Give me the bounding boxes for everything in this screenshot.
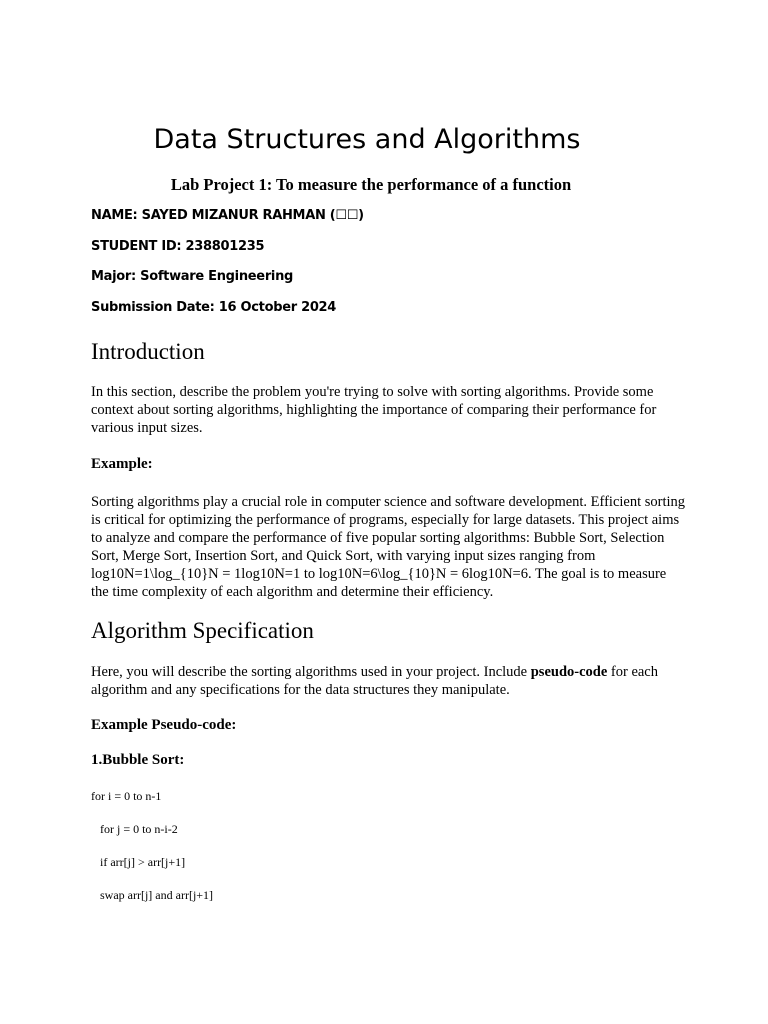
example-pseudo-code-heading: Example Pseudo-code: <box>91 717 237 733</box>
example-paragraph: Sorting algorithms play a crucial role in computer science and software development. Efficient sorting is critical for optimizing the performance of programs, especially for large datasets. This project aims to analyze and compare the performance of five popular sorting algorithms: Bubble Sort, Selection Sort, Merge Sort, Insertion Sort, and Quick Sort, with varying input sizes ranging from log10N=1\log_{10}N = 1log10N=1 to log10N=6\log_{10}N = 6log10N=6. The goal is to measure the time complexity of each algorithm and determine their efficiency. <box>91 494 686 600</box>
pseudo-code-bold: pseudo-code <box>530 664 608 680</box>
document-title: Data Structures and Algorithms <box>153 124 581 155</box>
algorithm-spec-paragraph <box>91 663 671 699</box>
algorithm-spec-text-before: Here, you will describe the sorting algorithms used in your project. Include <box>91 664 531 680</box>
code-line: for j = 0 to n-i-2 <box>100 822 178 836</box>
major: Major: Software Engineering <box>91 269 294 284</box>
code-line: swap arr[j] and arr[j+1] <box>100 888 214 902</box>
submission-date: Submission Date: 16 October 2024 <box>91 300 337 315</box>
code-line: if arr[j] > arr[j+1] <box>100 855 186 869</box>
algorithm-spec-heading: Algorithm Specification <box>91 618 314 643</box>
introduction-paragraph: In this section, describe the problem you're trying to solve with sorting algorithms. Provide some context about sorting algorithms, highlighting the importance of comparing their performance for various input sizes. <box>91 384 657 436</box>
example-heading: Example: <box>91 456 153 472</box>
algorithm-spec-text-after: for each algorithm and any specifications for the data structures they manipulate. <box>91 664 658 698</box>
student-id: STUDENT ID: 238801235 <box>91 239 265 254</box>
student-name: NAME: SAYED MIZANUR RAHMAN (☐☐) <box>91 208 364 223</box>
bubble-sort-heading: 1.Bubble Sort: <box>91 752 185 768</box>
code-line: for i = 0 to n-1 <box>91 789 162 803</box>
document-subtitle: Lab Project 1: To measure the performance of a function <box>170 175 572 194</box>
introduction-heading: Introduction <box>91 339 205 364</box>
